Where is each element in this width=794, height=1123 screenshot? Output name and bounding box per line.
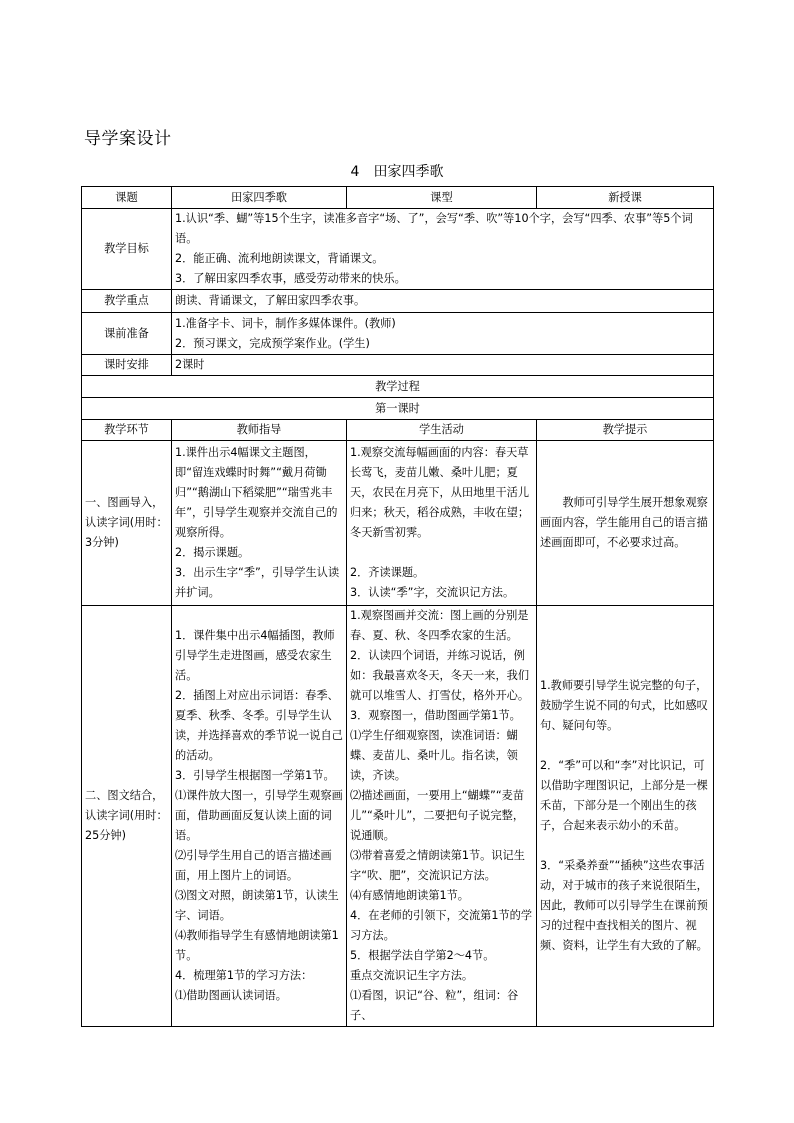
keypoints-value: 朗读、背诵课文，了解田家四季农事。 (172, 290, 714, 313)
column-header-teacher: 教师指导 (172, 420, 347, 441)
teacher-step: 2．揭示课题。 (175, 546, 250, 559)
teacher-guidance (172, 441, 347, 606)
student-step: 3．观察图一，借助图画学第1节。 (350, 709, 521, 722)
student-step: ⑴看图，识记“谷、粒”，组词：谷子、 (350, 989, 519, 1022)
teacher-step: 1.课件出示4幅课文主题图，即“留连戏蝶时时舞”“戴月荷锄归”“鹅湖山下稻粱肥”“瑞雪兆丰年”，引导学生观察并交流自己的观察所得。 (175, 446, 338, 539)
teaching-hint (537, 606, 714, 1027)
teacher-step: 4．梳理第1节的学习方法： (175, 969, 313, 982)
preparation-item: 2．预习课文，完成预学案作业。(学生) (175, 336, 370, 350)
student-step: ⑵描述画面，一要用上“蝴蝶”“麦苗儿”“桑叶儿”，二要把句子说完整，说通顺。 (350, 789, 525, 842)
student-step: 重点交流识记生字方法。 (350, 969, 474, 982)
teacher-step: ⑴借助图画认读词语。 (175, 989, 287, 1002)
process-title: 教学过程 (82, 376, 714, 398)
objectives-label: 教学目标 (82, 209, 172, 290)
lesson-title (0, 161, 794, 181)
lesson-type-label: 课型 (347, 187, 537, 209)
hint-spacer (540, 836, 710, 856)
topic-value: 田家四季歌 (172, 187, 347, 209)
objective-item: 2．能正确、流利地朗读课文，背诵课文。 (175, 252, 384, 265)
keypoints-row (82, 290, 714, 313)
preparation-list (172, 313, 714, 355)
column-header-hint: 教学提示 (537, 420, 714, 441)
student-step: 2．认读四个词语，并练习说话，例如：我最喜欢冬天，冬天一来，我们就可以堆雪人、打雪仗，格外开心。 (350, 649, 530, 702)
student-activity (347, 441, 537, 606)
objectives-list (172, 209, 714, 290)
hint-spacer (540, 736, 710, 756)
lesson-type-value: 新授课 (537, 187, 714, 209)
stage-row (82, 606, 714, 1027)
topic-label: 课题 (82, 187, 172, 209)
teacher-step: 3．引导学生根据图一学第1节。 (175, 769, 335, 782)
teacher-step: 1．课件集中出示4幅插图，教师引导学生走进图画，感受农家生活。 (175, 629, 335, 682)
student-step: 4．在老师的引领下，交流第1节的学习方法。 (350, 909, 533, 942)
student-step: ⑶带着喜爱之情朗读第1节。识记生字“吹、肥”，交流识记方法。 (350, 849, 525, 882)
document-heading: 导学案设计 (84, 129, 172, 149)
preparation-row (82, 313, 714, 355)
stage-name: 二、图文结合，认读字词(用时：25分钟) (82, 606, 172, 1027)
student-step: 2．齐读课题。 (350, 566, 425, 579)
teacher-step: ⑶图文对照，朗读第1节，认读生字、词语。 (175, 889, 339, 922)
session-title-row (82, 398, 714, 420)
stage-row (82, 441, 714, 606)
lesson-number: 4 (350, 164, 360, 180)
preparation-item: 1.准备字卡、词卡，制作多媒体课件。(教师) (175, 316, 396, 330)
schedule-label: 课时安排 (82, 355, 172, 376)
objectives-row (82, 209, 714, 290)
column-header-student: 学生活动 (347, 420, 537, 441)
topic-row (82, 187, 714, 209)
stage-name: 一、图画导入，认读字词(用时：3分钟) (82, 441, 172, 606)
hint-text: 2．“季”可以和“李”对比识记，可以借助字理图识记，上部分是一棵禾苗，下部分是一个刚出生的孩子，合起来表示幼小的禾苗。 (540, 759, 708, 832)
teaching-hint (537, 441, 714, 606)
schedule-value: 2课时 (172, 355, 714, 376)
student-step: 1.观察图画并交流：图上画的分别是春、夏、秋、冬四季农家的生活。 (350, 609, 529, 642)
schedule-row (82, 355, 714, 376)
objective-item: 1.认识“季、蝴”等15个生字，读准多音字“场、了”，会写“季、吹”等10个字，会写“四季、农事”等5个词语。 (175, 212, 693, 245)
student-step-spacer (350, 543, 533, 563)
column-header-stage: 教学环节 (82, 420, 172, 441)
teacher-guidance (172, 606, 347, 1027)
teacher-step: ⑷教师指导学生有感情地朗读第1节。 (175, 929, 339, 962)
student-step: 5．根据学法自学第2～4节。 (350, 949, 495, 962)
teacher-step: 2．插图上对应出示词语：春季、夏季、秋季、冬季。引导学生认读，并选择喜欢的季节说一说自己的活动。 (175, 689, 343, 762)
teacher-step: ⑵引导学生用自己的语言描述画面，用上图片上的词语。 (175, 849, 332, 882)
lesson-plan-table (81, 186, 714, 1027)
student-activity (347, 606, 537, 1027)
session-title: 第一课时 (82, 398, 714, 420)
lesson-title-text: 田家四季歌 (373, 164, 444, 180)
student-step: ⑴学生仔细观察图，读准词语：蝴蝶、麦苗儿、桑叶儿。指名读，领读，齐读。 (350, 729, 518, 782)
teacher-step: 3．出示生字“季”，引导学生认读并扩词。 (175, 566, 340, 599)
process-title-row (82, 376, 714, 398)
student-step: 3．认读“季”字，交流识记方法。 (350, 586, 515, 599)
objective-item: 3．了解田家四季农事，感受劳动带来的快乐。 (175, 272, 406, 285)
student-step: ⑷有感情地朗读第1节。 (350, 889, 469, 902)
hint-text: 3．“采桑养蚕”“插秧”这些农事活动，对于城市的孩子来说很陌生，因此，教师可以引导学生在课前预习的过程中查找相关的图片、视频、资料，让学生有大致的了解。 (540, 859, 708, 952)
teacher-step: ⑴课件放大图一，引导学生观察画面，借助画面反复认读上面的词语。 (175, 789, 343, 842)
student-step: 1.观察交流每幅画面的内容：春天草长莺飞，麦苗儿嫩、桑叶儿肥；夏天，农民在月亮下，从田地里干活儿归来；秋天，稻谷成熟，丰收在望；冬天新雪初霁。 (350, 446, 530, 539)
column-header-row (82, 420, 714, 441)
preparation-label: 课前准备 (82, 313, 172, 355)
keypoints-label: 教学重点 (82, 290, 172, 313)
hint-text: 教师可引导学生展开想象观察画面内容，学生能用自己的语言描述画面即可，不必要求过高。 (540, 496, 708, 549)
hint-text: 1.教师要引导学生说完整的句子，鼓励学生说不同的句式，比如感叹句、疑问句等。 (540, 679, 708, 732)
